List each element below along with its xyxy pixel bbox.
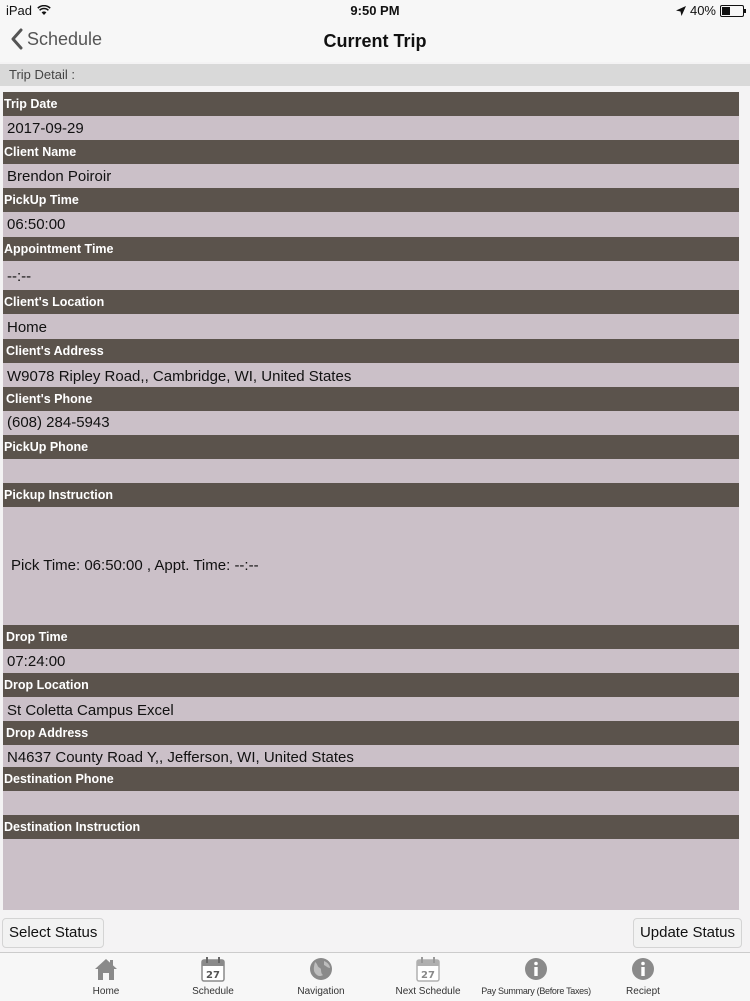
client-location-value: Home xyxy=(7,319,48,336)
destination-phone-label: Destination Phone xyxy=(3,767,739,791)
info-icon xyxy=(630,956,656,982)
tab-navigation[interactable] xyxy=(266,955,376,999)
globe-icon xyxy=(308,956,334,982)
select-status-button[interactable]: Select Status xyxy=(2,918,104,948)
drop-location-label: Drop Location xyxy=(3,673,739,697)
tab-home-label: Home xyxy=(92,986,120,997)
appointment-time-value: --:-- xyxy=(7,268,32,285)
drop-time-label: Drop Time xyxy=(3,625,739,649)
tab-bar xyxy=(0,952,750,1001)
tab-schedule-label: Schedule xyxy=(192,986,234,997)
pickup-phone-label: PickUp Phone xyxy=(3,435,739,459)
client-location-label: Client's Location xyxy=(3,290,739,314)
pickup-time-label: PickUp Time xyxy=(3,188,739,212)
drop-time-value: 07:24:00 xyxy=(7,653,66,670)
battery-icon xyxy=(720,5,744,17)
navigation-bar xyxy=(0,22,750,62)
trip-date-label: Trip Date xyxy=(3,92,739,116)
drop-location-value: St Coletta Campus Excel xyxy=(7,702,174,719)
trip-date-value: 2017-09-29 xyxy=(7,120,84,137)
pickup-instruction-value: Pick Time: 06:50:00 , Appt. Time: --:-- xyxy=(11,557,259,574)
client-phone-value: (608) 284-5943 xyxy=(7,414,110,431)
destination-instruction-label: Destination Instruction xyxy=(3,815,739,839)
back-label: Schedule xyxy=(27,28,103,49)
battery-level xyxy=(722,7,730,15)
home-icon xyxy=(93,956,119,982)
battery-percent: 40% xyxy=(689,3,716,18)
page-title: Current Trip xyxy=(323,31,427,51)
status-bar xyxy=(0,0,750,22)
tab-next-schedule-label: Next Schedule xyxy=(395,986,461,997)
info-icon xyxy=(523,956,549,982)
status-time: 9:50 PM xyxy=(350,3,400,18)
calendar-icon xyxy=(416,956,440,982)
client-name-label: Client Name xyxy=(3,140,739,164)
tab-navigation-label: Navigation xyxy=(297,986,345,997)
appointment-time-label: Appointment Time xyxy=(3,237,739,261)
location-arrow-icon xyxy=(676,6,686,16)
client-address-value: W9078 Ripley Road,, Cambridge, WI, United States xyxy=(7,368,352,385)
tab-next-schedule[interactable] xyxy=(373,955,483,999)
client-phone-label: Client's Phone xyxy=(3,387,739,411)
tab-receipt[interactable] xyxy=(588,955,698,999)
tab-home[interactable] xyxy=(51,955,161,999)
device-label: iPad xyxy=(6,3,33,18)
drop-address-label: Drop Address xyxy=(3,721,739,745)
tab-pay-summary[interactable] xyxy=(481,955,591,999)
client-address-label: Client's Address xyxy=(3,339,739,363)
tab-schedule[interactable] xyxy=(158,955,268,999)
tab-receipt-label: Reciept xyxy=(626,986,660,997)
trip-detail-panel xyxy=(3,92,739,910)
update-status-button[interactable]: Update Status xyxy=(633,918,742,948)
section-title: Trip Detail : xyxy=(0,64,750,86)
pickup-time-value: 06:50:00 xyxy=(7,216,66,233)
tab-pay-summary-label: Pay Summary (Before Taxes) xyxy=(481,986,591,996)
drop-address-value: N4637 County Road Y,, Jefferson, WI, United States xyxy=(7,749,354,766)
pickup-instruction-label: Pickup Instruction xyxy=(3,483,739,507)
client-name-value: Brendon Poiroir xyxy=(7,168,112,185)
calendar-icon xyxy=(201,956,225,982)
schedule-calendar-day: 27 xyxy=(206,970,220,981)
next-schedule-calendar-day: 27 xyxy=(421,970,435,981)
